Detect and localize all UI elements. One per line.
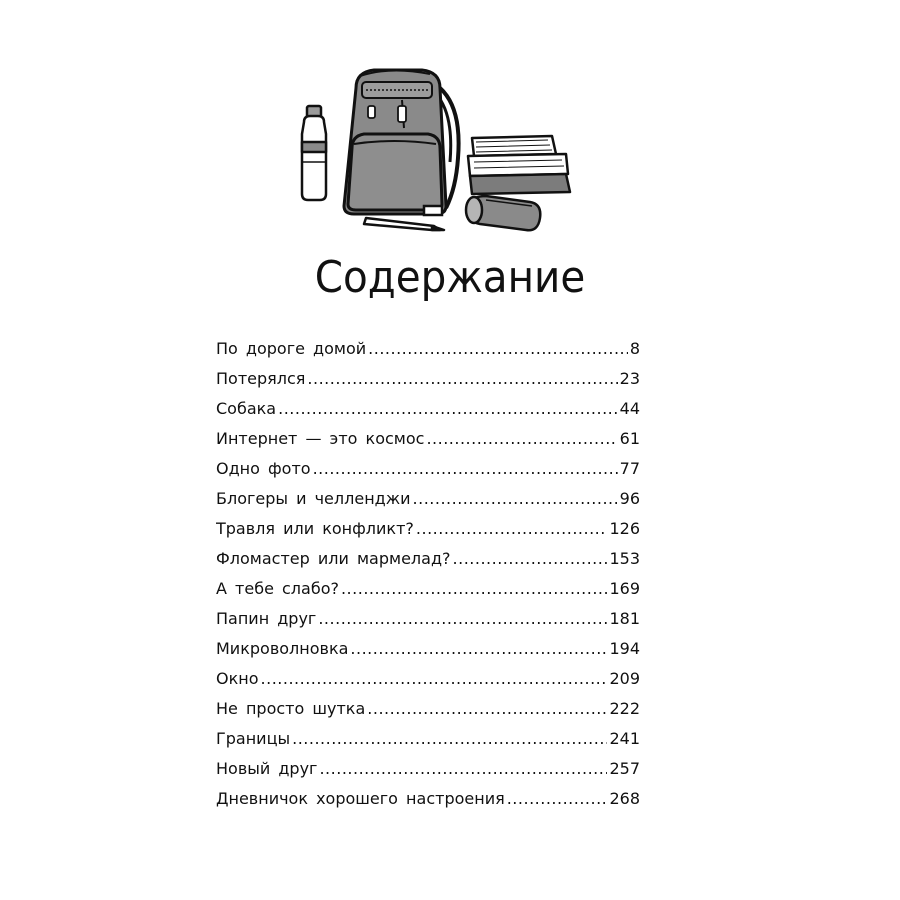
table-of-contents: [216, 334, 640, 814]
toc-entry-title: Фломастер или мармелад?: [216, 549, 451, 568]
toc-dot-leader: [413, 484, 618, 514]
toc-entry: [216, 634, 640, 664]
toc-dot-leader: [350, 634, 607, 664]
toc-entry-page-number: 209: [609, 669, 640, 688]
toc-entry-page-number: 77: [619, 459, 640, 478]
toc-entry-page-number: 181: [609, 609, 640, 628]
eraser-icon: [424, 206, 442, 215]
toc-entry-title: Травля или конфликт?: [216, 519, 414, 538]
toc-entry: [216, 484, 640, 514]
toc-entry: [216, 754, 640, 784]
toc-entry-title: Границы: [216, 729, 291, 748]
school-supplies-illustration: [290, 58, 590, 238]
toc-entry: [216, 334, 640, 364]
toc-entry-title: Интернет — это космос: [216, 429, 425, 448]
page-title: Содержание: [314, 252, 586, 303]
toc-entry: [216, 454, 640, 484]
toc-entry-page-number: 257: [609, 759, 640, 778]
toc-entry-title: Микроволновка: [216, 639, 349, 658]
toc-entry-page-number: 126: [609, 519, 640, 538]
toc-dot-leader: [426, 424, 617, 454]
toc-entry: [216, 784, 640, 814]
toc-entry-title: Потерялся: [216, 369, 306, 388]
toc-entry-title: А тебе слабо?: [216, 579, 339, 598]
toc-entry-page-number: 194: [609, 639, 640, 658]
toc-dot-leader: [368, 334, 628, 364]
toc-dot-leader: [416, 514, 608, 544]
toc-dot-leader: [261, 664, 608, 694]
toc-dot-leader: [319, 754, 607, 784]
toc-entry: [216, 364, 640, 394]
toc-entry: [216, 724, 640, 754]
toc-entry-title: Новый друг: [216, 759, 318, 778]
toc-entry: [216, 394, 640, 424]
toc-dot-leader: [367, 694, 607, 724]
toc-entry: [216, 544, 640, 574]
toc-entry-page-number: 44: [619, 399, 640, 418]
toc-entry-page-number: 61: [619, 429, 640, 448]
toc-entry-page-number: 241: [609, 729, 640, 748]
toc-dot-leader: [318, 604, 607, 634]
toc-dot-leader: [292, 724, 607, 754]
toc-entry-page-number: 153: [609, 549, 640, 568]
pencil-case-icon: [466, 196, 540, 230]
toc-entry-page-number: 96: [619, 489, 640, 508]
toc-dot-leader: [313, 454, 618, 484]
toc-entry: [216, 424, 640, 454]
books-stack-icon: [468, 136, 570, 194]
toc-dot-leader: [507, 784, 608, 814]
toc-entry-title: Дневничок хорошего настроения: [216, 789, 505, 808]
toc-entry: [216, 604, 640, 634]
toc-entry-title: Не просто шутка: [216, 699, 366, 718]
backpack-icon: [344, 70, 459, 214]
water-bottle-icon: [302, 106, 326, 200]
toc-entry-page-number: 222: [609, 699, 640, 718]
toc-entry-title: Одно фото: [216, 459, 311, 478]
toc-entry-page-number: 268: [609, 789, 640, 808]
toc-dot-leader: [307, 364, 617, 394]
toc-entry-title: Окно: [216, 669, 259, 688]
toc-entry: [216, 694, 640, 724]
toc-entry: [216, 574, 640, 604]
toc-entry-title: Блогеры и челленджи: [216, 489, 411, 508]
toc-entry-title: По дороге домой: [216, 339, 367, 358]
toc-entry-page-number: 23: [619, 369, 640, 388]
toc-entry-page-number: 8: [629, 339, 640, 358]
toc-entry-page-number: 169: [609, 579, 640, 598]
toc-entry: [216, 664, 640, 694]
toc-entry: [216, 514, 640, 544]
toc-dot-leader: [453, 544, 608, 574]
toc-entry-title: Собака: [216, 399, 277, 418]
pencil-icon: [364, 218, 444, 230]
toc-dot-leader: [341, 574, 607, 604]
toc-entry-title: Папин друг: [216, 609, 317, 628]
toc-dot-leader: [278, 394, 618, 424]
